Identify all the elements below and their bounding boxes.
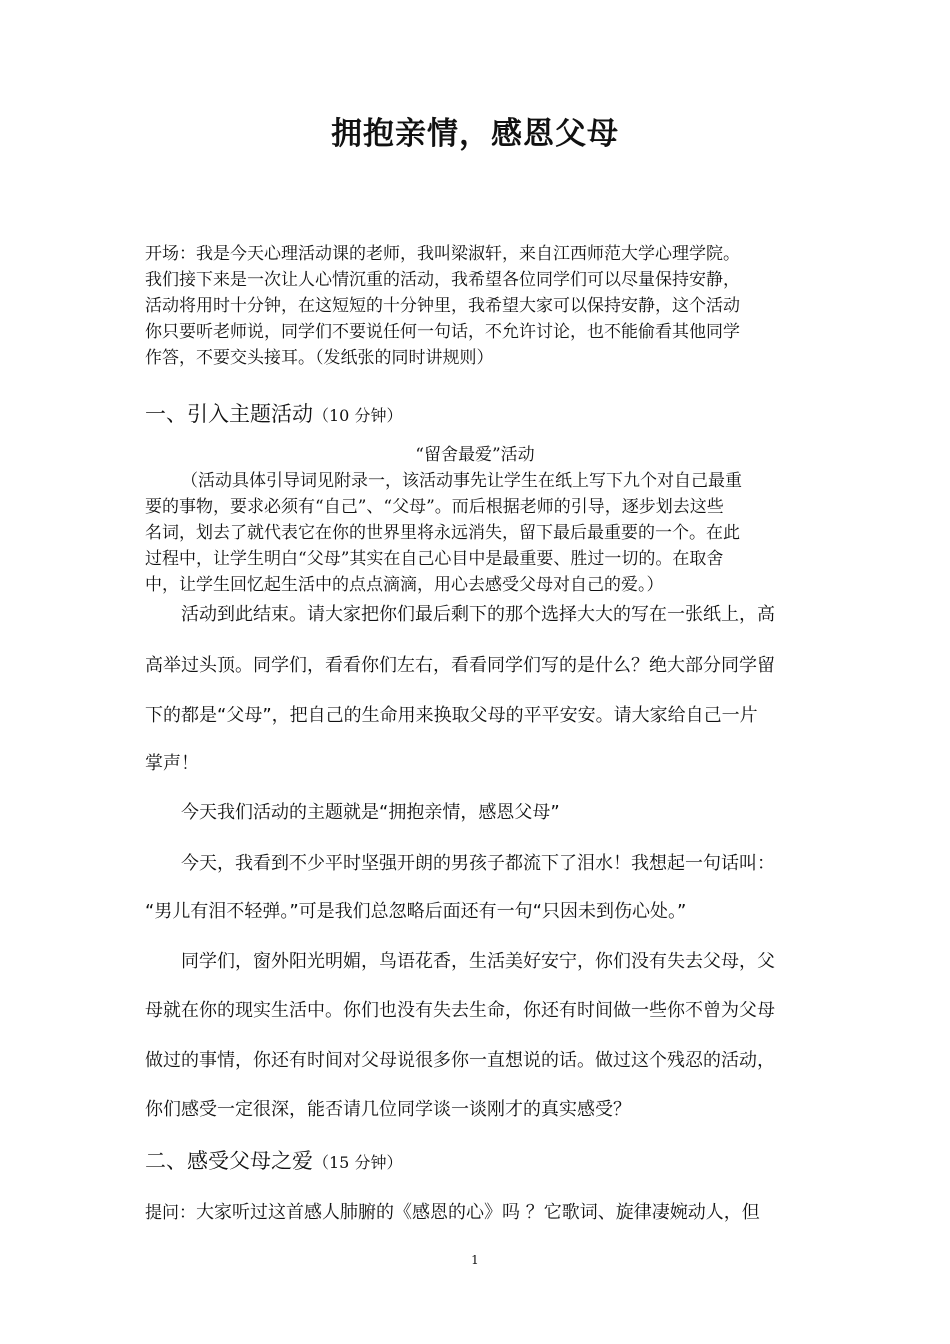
- section1-duration: （10 分钟）: [313, 406, 403, 425]
- section1-heading-text: 一、引入主题活动: [145, 402, 313, 426]
- intro-line: 过程中，让学生明白“父母”其实在自己心目中是最重要、胜过一切的。在取舍: [145, 549, 724, 569]
- body-line: 下的都是“父母”，把自己的生命用来换取父母的平平安安。请大家给自己一片: [145, 705, 758, 726]
- section2-duration: （15 分钟）: [313, 1153, 403, 1172]
- opening-line: 作答，不要交头接耳。（发纸张的同时讲规则）: [145, 348, 494, 368]
- body-line: 今天我们活动的主题就是“拥抱亲情，感恩父母”: [181, 802, 560, 823]
- intro-line: 名词，划去了就代表它在你的世界里将永远消失，留下最后最重要的一个。在此: [145, 523, 740, 543]
- intro-line: （活动具体引导词见附录一，该活动事先让学生在纸上写下九个对自己最重: [181, 471, 742, 491]
- body-line: “男儿有泪不轻弹。”可是我们总忽略后面还有一句“只因未到伤心处。”: [145, 901, 687, 922]
- question-label: 提问：: [145, 1203, 196, 1223]
- intro-line: 中，让学生回忆起生活中的点点滴滴，用心去感受父母对自己的爱。）: [145, 575, 664, 595]
- body-line: 同学们，窗外阳光明媚，鸟语花香，生活美好安宁，你们没有失去父母，父: [181, 951, 775, 972]
- opening-line: 活动将用时十分钟，在这短短的十分钟里，我希望大家可以保持安静，这个活动: [145, 296, 740, 316]
- section2-heading: [145, 1145, 402, 1175]
- question-text: 大家听过这首感人肺腑的《感恩的心》吗 ？它歌词、旋律凄婉动人，但: [196, 1202, 760, 1223]
- page-number: 1: [471, 1253, 479, 1267]
- activity-title: “留舍最爱”活动: [415, 445, 535, 465]
- body-line: 掌声！: [145, 753, 199, 774]
- body-line: 今天，我看到不少平时坚强开朗的男孩子都流下了泪水！我想起一句话叫：: [181, 853, 775, 874]
- opening-line: 你只要听老师说，同学们不要说任何一句话，不允许讨论，也不能偷看其他同学: [145, 322, 740, 342]
- intro-line: 要的事物，要求必须有“自己”、“父母”。而后根据老师的引导，逐步划去这些: [145, 497, 724, 517]
- section1-heading: [145, 398, 402, 428]
- body-line: 做过的事情，你还有时间对父母说很多你一直想说的话。做过这个残忍的活动，: [145, 1050, 775, 1071]
- section2-heading-text: 二、感受父母之爱: [145, 1149, 313, 1173]
- question-line: [145, 1198, 760, 1224]
- opening-line: 我们接下来是一次让人心情沉重的活动，我希望各位同学们可以尽量保持安静，: [145, 270, 740, 290]
- body-line: 你们感受一定很深，能否请几位同学谈一谈刚才的真实感受？: [145, 1099, 631, 1120]
- opening-line: 开场：我是今天心理活动课的老师，我叫梁淑轩，来自江西师范大学心理学院。: [145, 244, 740, 264]
- body-line: 高举过头顶。同学们，看看你们左右，看看同学们写的是什么？绝大部分同学留: [145, 655, 775, 676]
- document-title: 拥抱亲情，感恩父母: [331, 116, 619, 152]
- body-line: 活动到此结束。请大家把你们最后剩下的那个选择大大的写在一张纸上，高: [181, 604, 775, 625]
- body-line: 母就在你的现实生活中。你们也没有失去生命，你还有时间做一些你不曾为父母: [145, 1000, 775, 1021]
